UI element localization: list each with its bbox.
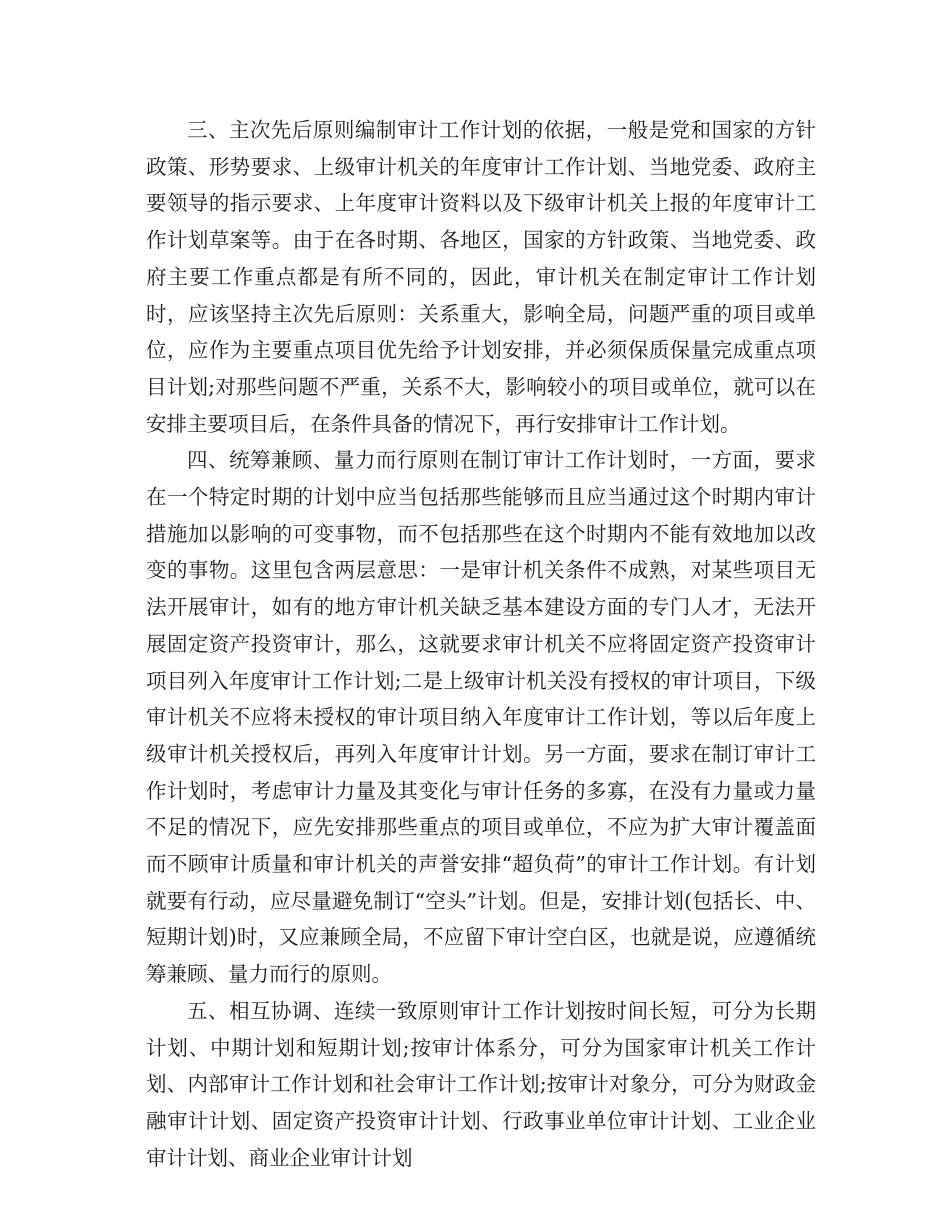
paragraph-principle-five: 五、相互协调、连续一致原则审计工作计划按时间长短，可分为长期计划、中期计划和短期计划;按审计体系分，可分为国家审计机关工作计划、内部审计工作计划和社会审计工作计划;按审计对象分，可分为财政金融审计计划、固定资产投资审计计划、行政事业单位审计计划、工业企业审计计划、商业企业审计计划 [146,998,816,1170]
paragraph-principle-three: 三、主次先后原则编制审计工作计划的依据，一般是党和国家的方针政策、形势要求、上级审计机关的年度审计工作计划、当地党委、政府主要领导的指示要求、上年度审计资料以及下级审计机关上报的年度审计工作计划草案等。由于在各时期、各地区，国家的方针政策、当地党委、政府主要工作重点都是有所不同的，因此，审计机关在制定审计工作计划时，应该坚持主次先后原则：关系重大，影响全局，问题严重的项目或单位，应作为主要重点项目优先给予计划安排，并必须保质保量完成重点项目计划;对那些问题不严重，关系不大，影响较小的项目或单位，就可以在安排主要项目后，在条件具备的情况下，再行安排审计工作计划。 [146,118,816,436]
document-body [146,112,816,1176]
paragraph-principle-four: 四、统筹兼顾、量力而行原则在制订审计工作计划时，一方面，要求在一个特定时期的计划中应当包括那些能够而且应当通过这个时期内审计措施加以影响的可变事物，而不包括那些在这个时期内不能有效地加以改变的事物。这里包含两层意思：一是审计机关条件不成熟，对某些项目无法开展审计，如有的地方审计机关缺乏基本建设方面的专门人才，无法开展固定资产投资审计，那么，这就要求审计机关不应将固定资产投资审计项目列入年度审计工作计划;二是上级审计机关没有授权的审计项目，下级审计机关不应将未授权的审计项目纳入年度审计工作计划，等以后年度上级审计机关授权后，再列入年度审计计划。另一方面，要求在制订审计工作计划时，考虑审计力量及其变化与审计任务的多寡，在没有力量或力量不足的情况下，应先安排那些重点的项目或单位，不应为扩大审计覆盖面而不顾审计质量和审计机关的声誉安排“超负荷”的审计工作计划。有计划就要有行动，应尽量避免制订“空头”计划。但是，安排计划(包括长、中、短期计划)时，又应兼顾全局，不应留下审计空白区，也就是说，应遵循统筹兼顾、量力而行的原则。 [146,448,816,987]
